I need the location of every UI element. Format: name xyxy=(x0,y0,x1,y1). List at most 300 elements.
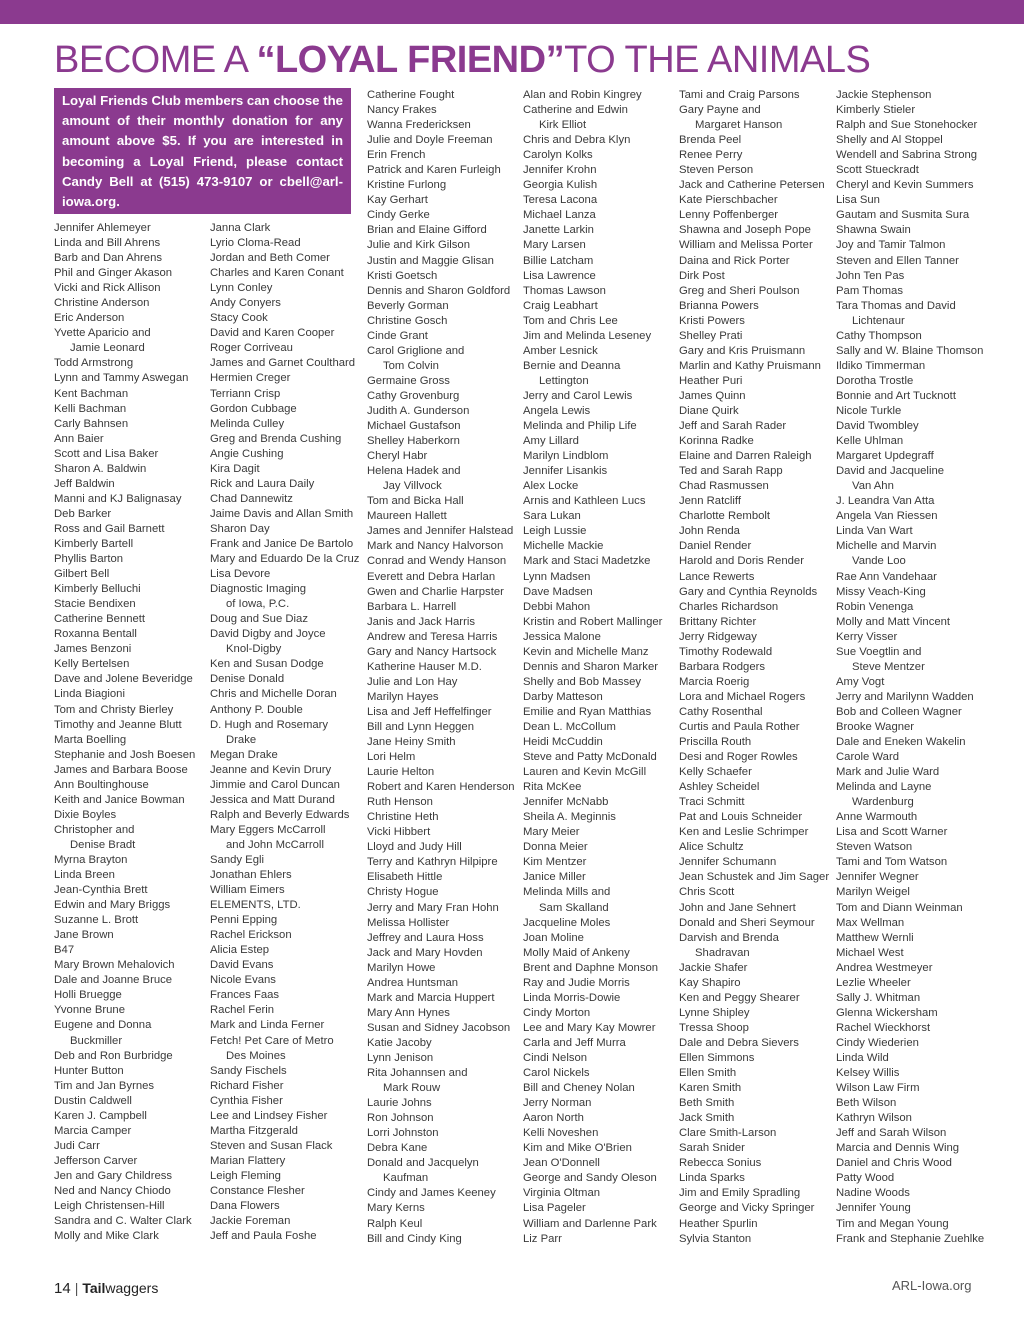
donor-name: Jeff Baldwin xyxy=(54,477,115,490)
donor-name: Carolyn Kolks xyxy=(523,149,593,162)
donor-name: Lora and Michael Rogers xyxy=(679,690,806,703)
donor-name: Thomas Lawson xyxy=(523,284,606,297)
donor-name: Elisabeth Hittle xyxy=(367,871,443,884)
donor-name: Amber Lesnick xyxy=(523,344,598,357)
donor-name: Max Wellman xyxy=(836,916,905,929)
donor-name: Debbi Mahon xyxy=(523,600,591,613)
donor-name: Cheryl and Kevin Summers xyxy=(836,179,974,192)
donor-name: Amy Lillard xyxy=(523,435,579,448)
donor-name: Alex Locke xyxy=(523,480,579,493)
donor-name: Edwin and Mary Briggs xyxy=(54,899,171,912)
donor-name: Sally and W. Blaine Thomson xyxy=(836,344,984,357)
headline-pre: BECOME A xyxy=(54,39,257,81)
donor-name: Priscilla Routh xyxy=(679,736,752,749)
donor-name: Knol-Digby xyxy=(226,643,282,656)
donor-name: Brian and Elaine Gifford xyxy=(367,224,487,237)
donor-name: Lisa and Scott Warner xyxy=(836,826,948,839)
donor-name: John and Jane Sehnert xyxy=(679,901,796,914)
donor-name: Jay Villvock xyxy=(383,480,442,493)
donor-name: Wanna Fredericksen xyxy=(367,119,471,132)
donor-name: Marilyn Hayes xyxy=(367,690,439,703)
donor-name: Constance Flesher xyxy=(210,1185,305,1197)
donor-name: Jerry and Mary Fran Hohn xyxy=(367,901,499,914)
donor-name: Donald and Sheri Seymour xyxy=(679,916,815,929)
donor-name: Penni Epping xyxy=(210,914,278,927)
donor-name: Manni and KJ Balignasay xyxy=(54,492,182,505)
donor-name: Cathy Thompson xyxy=(836,329,922,342)
donor-name: Shelley Prati xyxy=(679,329,743,342)
donor-name: Alicia Estep xyxy=(210,944,270,957)
magazine-name-rest: waggers xyxy=(105,1280,159,1296)
donor-name: Roxanna Bentall xyxy=(54,628,137,641)
donor-name: William and Melissa Porter xyxy=(679,239,813,252)
donor-name: Jean O'Donnell xyxy=(523,1157,600,1170)
donor-name: Charles and Karen Conant xyxy=(210,267,344,280)
donor-name: Karen J. Campbell xyxy=(54,1109,147,1122)
donor-name: Susan and Sidney Jacobson xyxy=(367,1021,511,1034)
donor-name: Anne Warmouth xyxy=(836,811,918,824)
donor-name: Christine Heth xyxy=(367,811,439,824)
donor-name: Marilyn Howe xyxy=(367,961,436,974)
donor-name: ELEMENTS, LTD. xyxy=(210,899,301,912)
donor-name: Kimberly Bartell xyxy=(54,537,134,550)
donor-name: Sally J. Whitman xyxy=(836,991,921,1004)
donor-name: Christopher and xyxy=(54,823,135,836)
donor-name: Rae Ann Vandehaar xyxy=(836,570,937,583)
donor-name: Karen Smith xyxy=(679,1082,742,1095)
donor-name: William and Darlenne Park xyxy=(523,1217,657,1230)
donor-name: James Benzoni xyxy=(54,643,132,656)
donor-name: James and Garnet Coulthard xyxy=(210,357,356,370)
donor-name: Sam Skalland xyxy=(539,901,609,914)
donor-name: Mary Brown Mehalovich xyxy=(54,959,175,972)
donor-name: Lisa Pageler xyxy=(523,1202,586,1215)
donor-name: Cindi Nelson xyxy=(523,1052,588,1064)
donor-name: Janette Larkin xyxy=(523,224,594,237)
donor-name: Melissa Hollister xyxy=(367,916,450,929)
donor-name: Jim and Melinda Leseney xyxy=(523,329,652,342)
donor-name: Cathy Rosenthal xyxy=(679,705,763,718)
donor-name: Ken and Peggy Shearer xyxy=(679,991,800,1004)
donor-name: Laurie Helton xyxy=(367,766,435,779)
donor-name: Mark and Staci Madetzke xyxy=(523,555,651,568)
donor-name: Catherine Bennett xyxy=(54,613,146,626)
donor-name: Carla and Jeff Murra xyxy=(523,1036,626,1049)
donor-name: Frank and Janice De Bartolo xyxy=(210,537,354,550)
donor-name: Gilbert Bell xyxy=(54,568,110,581)
donor-name: Jane Heiny Smith xyxy=(367,736,456,749)
donor-name: Molly and Mike Clark xyxy=(54,1230,159,1243)
donor-name: Shawna Swain xyxy=(836,224,911,237)
donor-name: Bill and Lynn Heggen xyxy=(367,720,474,733)
donor-name: Shelly and Bob Massey xyxy=(523,675,642,688)
donor-name: Jack Smith xyxy=(679,1112,735,1125)
donor-name: Arnis and Kathleen Lucs xyxy=(523,495,646,508)
magazine-name-bold: Tail xyxy=(82,1280,106,1296)
donor-name: Ellen Smith xyxy=(679,1067,737,1080)
donor-name: Gautam and Susmita Sura xyxy=(836,209,970,222)
donor-name: Michael Gustafson xyxy=(367,420,461,433)
donor-name: Roger Corriveau xyxy=(210,342,293,355)
donor-name: Nicole Evans xyxy=(210,974,276,987)
donor-name: Frances Faas xyxy=(210,989,280,1002)
donor-name: B47 xyxy=(54,944,75,957)
donor-name: Tim and Megan Young xyxy=(836,1217,949,1230)
donor-name: Lorri Johnston xyxy=(367,1127,439,1140)
donor-name: Martha Fitzgerald xyxy=(210,1124,298,1137)
donor-name: and John McCarroll xyxy=(226,838,324,851)
donor-name: Dale and Eneken Wakelin xyxy=(836,736,966,749)
donor-name: Jackie Shafer xyxy=(679,961,748,974)
donor-name: Angie Cushing xyxy=(210,447,284,460)
donor-name: Judith A. Gunderson xyxy=(367,404,470,417)
donor-name: Leigh Lussie xyxy=(523,525,587,538)
donor-name: Maureen Hallett xyxy=(367,510,447,523)
donor-name: Rick and Laura Daily xyxy=(210,477,315,490)
donor-name: Jim and Emily Spradling xyxy=(679,1187,801,1200)
donor-name: Linda Biagioni xyxy=(54,688,125,701)
donor-name: Linda Breen xyxy=(54,869,115,882)
donor-name: Phyllis Barton xyxy=(54,553,124,566)
donor-name: Alan and Robin Kingrey xyxy=(523,89,642,101)
donor-name: Korinna Radke xyxy=(679,435,754,448)
donor-name: Chad Rasmussen xyxy=(679,480,769,493)
donor-name: Jennifer McNabb xyxy=(523,796,609,809)
donor-name: Bob and Colleen Wagner xyxy=(836,705,962,718)
donor-name: Shelly and Al Stoppel xyxy=(836,134,943,147)
donor-name: Lauren and Kevin McGill xyxy=(523,766,647,779)
donor-name: Kira Dagit xyxy=(210,462,260,475)
donor-name: Billie Latcham xyxy=(523,254,594,267)
donor-name: Glenna Wickersham xyxy=(836,1006,938,1019)
donor-name: Bill and Cheney Nolan xyxy=(523,1082,635,1095)
donor-name: Renee Perry xyxy=(679,149,743,162)
donor-name: Eric Anderson xyxy=(54,312,125,325)
donor-name: Jean-Cynthia Brett xyxy=(54,884,148,897)
page-number: 14 xyxy=(54,1280,71,1297)
donor-name: Michelle and Marvin xyxy=(836,540,937,553)
donor-name: Jeffrey and Laura Hoss xyxy=(367,931,484,944)
donor-name: Frank and Stephanie Zuehlke xyxy=(836,1232,985,1245)
donor-name: Steven and Susan Flack xyxy=(210,1139,333,1152)
donor-name: Gary Payne and xyxy=(679,104,761,117)
donor-name: Vande Loo xyxy=(852,555,906,568)
donor-name: David Twombley xyxy=(836,420,919,433)
donor-name: Christine Gosch xyxy=(367,314,448,327)
donor-name: Kevin and Michelle Manz xyxy=(523,645,649,658)
donor-name: Kristin and Robert Mallinger xyxy=(523,615,663,628)
donor-name: Jennifer Lisankis xyxy=(523,465,608,478)
donor-name: Brent and Daphne Monson xyxy=(523,961,659,974)
donor-name: Kelly Schaefer xyxy=(679,766,752,779)
donor-name: Ellen Simmons xyxy=(679,1052,755,1064)
donor-name: Carly Bahnsen xyxy=(54,417,129,430)
donor-name: Myrna Brayton xyxy=(54,853,128,866)
donor-name: James and Jennifer Halstead xyxy=(367,525,514,538)
donor-name: William Eimers xyxy=(210,884,285,897)
donor-name: Jaime Davis and Allan Smith xyxy=(210,507,354,520)
donor-name: Vicki and Rick Allison xyxy=(54,282,161,295)
donor-name: Wardenburg xyxy=(852,796,914,809)
donor-name: J. Leandra Van Atta xyxy=(836,495,935,508)
donor-name: Megan Drake xyxy=(210,748,278,761)
donor-name: of Iowa, P.C. xyxy=(226,598,290,611)
donor-name: Cheryl Habr xyxy=(367,450,428,463)
donor-name: Denise Bradt xyxy=(70,838,136,851)
donor-name: Lichtenaur xyxy=(852,314,905,327)
donor-name: Lenny Poffenberger xyxy=(679,209,779,222)
donor-name: Patty Wood xyxy=(836,1172,895,1185)
donor-name: Leigh Fleming xyxy=(210,1169,281,1182)
donor-name: Dennis and Sharon Goldford xyxy=(367,284,511,297)
donor-name: Cindy and James Keeney xyxy=(367,1187,496,1200)
donor-name: Tom and Chris Lee xyxy=(523,314,618,327)
donor-name: Kate Pierschbacher xyxy=(679,194,778,207)
donor-name: Ashley Scheidel xyxy=(679,781,760,794)
donor-name: Cindy Morton xyxy=(523,1006,591,1019)
donor-name: Dirk Post xyxy=(679,269,725,282)
donor-name: Jerry and Marilynn Wadden xyxy=(836,690,974,703)
donor-name: Lisa Devore xyxy=(210,568,271,581)
donor-name: Marilyn Weigel xyxy=(836,886,910,899)
donor-name: Ted and Sarah Rapp xyxy=(679,465,783,478)
donor-name: Deb Barker xyxy=(54,507,112,520)
donor-name: Lori Helm xyxy=(367,751,416,764)
donor-name: Donna Meier xyxy=(523,841,588,854)
donor-name: Scott Stueckradt xyxy=(836,164,919,177)
donor-name: Jerry Ridgeway xyxy=(679,630,757,643)
donor-name: Kay Gerhart xyxy=(367,194,428,207)
donor-name: Sarah Snider xyxy=(679,1142,745,1155)
donor-name: Timothy Rodewald xyxy=(679,645,773,658)
donor-name: Jane Brown xyxy=(54,929,114,942)
donor-name: Kristine Furlong xyxy=(367,179,447,192)
donor-name: John Renda xyxy=(679,525,740,538)
donor-column xyxy=(679,88,829,1247)
donor-name: Mary and Eduardo De la Cruz xyxy=(210,553,360,566)
donor-name: Brianna Powers xyxy=(679,299,759,312)
donor-name: Germaine Gross xyxy=(367,374,450,387)
donor-name: Christine Anderson xyxy=(54,297,150,310)
donor-name: Jeff and Sarah Rader xyxy=(679,420,787,433)
donor-name: Yvonne Brune xyxy=(54,1004,125,1017)
donor-name: Patrick and Karen Furleigh xyxy=(367,164,501,177)
donor-name: Teresa Lacona xyxy=(523,194,598,207)
donor-name: Jack and Catherine Petersen xyxy=(679,179,825,192)
donor-name: Alice Schultz xyxy=(679,841,744,854)
donor-name: Lance Rewerts xyxy=(679,570,755,583)
donor-name: Mary Eggers McCarroll xyxy=(210,823,326,836)
donor-name: Robert and Karen Henderson xyxy=(367,781,515,794)
donor-name: Kathryn Wilson xyxy=(836,1112,912,1125)
donor-name: Timothy and Jeanne Blutt xyxy=(54,718,182,731)
donor-name: Kaufman xyxy=(383,1172,429,1185)
donor-name: Chris and Michelle Doran xyxy=(210,688,337,701)
donor-name: Heidi McCuddin xyxy=(523,736,603,749)
donor-name: Jefferson Carver xyxy=(54,1154,138,1167)
donor-name: Lisa Lawrence xyxy=(523,269,596,282)
donor-name: Angela Lewis xyxy=(523,404,591,417)
donor-name: Ralph and Sue Stonehocker xyxy=(836,119,978,132)
donor-name: Michelle Mackie xyxy=(523,540,604,553)
donor-name: Carol Nickels xyxy=(523,1067,590,1080)
donor-name: Melinda and Philip Life xyxy=(523,420,637,433)
donor-name: Heather Puri xyxy=(679,374,743,387)
donor-name: Kim Mentzer xyxy=(523,856,587,869)
donor-name: Lisa and Jeff Heffelfinger xyxy=(367,705,492,718)
donor-name: Janna Clark xyxy=(210,222,271,234)
donor-name: Craig Leabhart xyxy=(523,299,598,312)
donor-name: Kim and Mike O'Brien xyxy=(523,1142,632,1155)
donor-name: Darvish and Brenda xyxy=(679,931,779,944)
donor-name: Lynne Shipley xyxy=(679,1006,750,1019)
donor-name: Sandy Egli xyxy=(210,853,265,866)
donor-name: Ken and Leslie Schrimper xyxy=(679,826,809,839)
donor-name: Janice Miller xyxy=(523,871,586,884)
donor-name: Lloyd and Judy Hill xyxy=(367,841,462,854)
donor-name: Steven Person xyxy=(679,164,754,177)
donor-name: Ken and Susan Dodge xyxy=(210,658,324,671)
donor-name: Tom and Bicka Hall xyxy=(367,495,464,508)
donor-name: Jennifer Wegner xyxy=(836,871,919,884)
donor-name: Cinde Grant xyxy=(367,329,428,342)
donor-name: Lynn Madsen xyxy=(523,570,591,583)
donor-name: Ildiko Timmerman xyxy=(836,359,926,372)
donor-name: Margaret Hanson xyxy=(695,119,783,132)
donor-name: Melinda Mills and xyxy=(523,886,611,899)
donor-name: Dean L. McCollum xyxy=(523,720,616,733)
donor-name: Kelly Bertelsen xyxy=(54,658,130,671)
donor-name: Julie and Kirk Gilson xyxy=(367,239,470,252)
donor-name: Kirk Elliot xyxy=(539,119,587,132)
donor-name: Dustin Caldwell xyxy=(54,1094,132,1107)
donor-name: Jean Schustek and Jim Sager xyxy=(679,871,830,884)
donor-name: Jimmie and Carol Duncan xyxy=(210,778,340,791)
donor-name: Terry and Kathryn Hilpipre xyxy=(367,856,498,869)
donor-name: Barbara Rodgers xyxy=(679,660,766,673)
donor-name: Greg and Sheri Poulson xyxy=(679,284,800,297)
donor-name: Chad Dannewitz xyxy=(210,492,293,505)
donor-name: Linda Morris-Dowie xyxy=(523,991,621,1004)
donor-name: Eugene and Donna xyxy=(54,1019,152,1032)
donor-name: Gary and Nancy Hartsock xyxy=(367,645,497,658)
donor-name: Jackie Foreman xyxy=(210,1215,291,1228)
donor-name: Kelli Noveshen xyxy=(523,1127,599,1140)
donor-name: Elaine and Darren Raleigh xyxy=(679,450,812,463)
donor-name: Ralph and Beverly Edwards xyxy=(210,808,350,821)
footer-separator: | xyxy=(74,1280,79,1296)
donor-name: Keith and Janice Bowman xyxy=(54,793,185,806)
donor-name: Joy and Tamir Talmon xyxy=(836,239,946,252)
donor-name: Kimberly Belluchi xyxy=(54,583,141,596)
donor-name: Todd Armstrong xyxy=(54,357,134,370)
donor-name: Buckmiller xyxy=(70,1034,123,1047)
donor-name: Marcia Camper xyxy=(54,1124,132,1137)
donor-name: Tami and Tom Watson xyxy=(836,856,948,869)
donor-name: Dennis and Sharon Marker xyxy=(523,660,659,673)
donor-name: Gary and Kris Pruismann xyxy=(679,344,806,357)
donor-name: Steven and Ellen Tanner xyxy=(836,254,959,267)
donor-name: Rebecca Sonius xyxy=(679,1157,762,1170)
donor-name: Greg and Brenda Cushing xyxy=(210,432,342,445)
donor-name: Suzanne L. Brott xyxy=(54,914,139,927)
donor-name: Jerry and Carol Lewis xyxy=(523,389,633,402)
donor-name: Georgia Kulish xyxy=(523,179,598,192)
donor-name: Jacqueline Moles xyxy=(523,916,611,929)
donor-name: Terriann Crisp xyxy=(210,387,281,400)
donor-name: Deb and Ron Burbridge xyxy=(54,1049,173,1062)
donor-name: Tom Colvin xyxy=(383,359,439,372)
donor-name: Gwen and Charlie Harpster xyxy=(367,585,504,598)
donor-name: Mary Meier xyxy=(523,826,580,839)
donor-name: Richard Fisher xyxy=(210,1079,284,1092)
donor-name: Jennifer Krohn xyxy=(523,164,597,177)
donor-name: Charles Richardson xyxy=(679,600,779,613)
donor-name: Sylvia Stanton xyxy=(679,1232,752,1245)
top-accent-bar xyxy=(0,0,1024,24)
donor-name: Ralph Keul xyxy=(367,1217,423,1230)
donor-name: Ruth Henson xyxy=(367,796,433,809)
donor-name: Lyrio Cloma-Read xyxy=(210,237,301,250)
donor-name: Heather Spurlin xyxy=(679,1217,758,1230)
donor-name: Chris Scott xyxy=(679,886,735,899)
footer-website: ARL-Iowa.org xyxy=(892,1278,972,1293)
donor-name: Rachel Ferin xyxy=(210,1004,275,1017)
donor-name: Cindy Gerke xyxy=(367,209,430,222)
donor-name: Doug and Sue Diaz xyxy=(210,613,308,626)
donor-name: Linda Sparks xyxy=(679,1172,745,1185)
donor-name: Charlotte Rembolt xyxy=(679,510,771,523)
donor-name: Ann Boultinghouse xyxy=(54,778,149,791)
donor-name: Jeff and Sarah Wilson xyxy=(836,1127,947,1140)
donor-name: Mark and Linda Ferner xyxy=(210,1019,325,1032)
donor-name: Virginia Oltman xyxy=(523,1187,601,1200)
donor-name: Gordon Cubbage xyxy=(210,402,297,415)
donor-name: Janis and Jack Harris xyxy=(367,615,475,628)
donor-name: Jamie Leonard xyxy=(70,342,145,355)
donor-name: Kelli Bachman xyxy=(54,402,127,415)
donor-name: Mark and Marcia Huppert xyxy=(367,991,495,1004)
donor-name: Katie Jacoby xyxy=(367,1036,432,1049)
donor-name: Melinda and Layne xyxy=(836,781,932,794)
donor-name: Tressa Shoop xyxy=(679,1021,749,1034)
donor-name: Ned and Nancy Chiodo xyxy=(54,1185,171,1197)
donor-name: Matthew Wernli xyxy=(836,931,914,944)
donor-name: Debra Kane xyxy=(367,1142,428,1155)
donor-name: Missy Veach-King xyxy=(836,585,926,598)
donor-name: Rachel Erickson xyxy=(210,929,292,942)
donor-name: Carol Griglione and xyxy=(367,344,465,357)
donor-name: Pam Thomas xyxy=(836,284,903,297)
donor-name: Erin French xyxy=(367,149,426,162)
donor-name: Justin and Maggie Glisan xyxy=(367,254,494,267)
donor-name: Jordan and Beth Comer xyxy=(210,252,330,265)
donor-name: Everett and Debra Harlan xyxy=(367,570,496,583)
donor-name: Molly Maid of Ankeny xyxy=(523,946,630,959)
donor-name: Mary Ann Hynes xyxy=(367,1006,450,1019)
donor-name: Sandy Fischels xyxy=(210,1064,287,1077)
donor-name: Diagnostic Imaging xyxy=(210,583,307,596)
donor-name: Beth Wilson xyxy=(836,1097,897,1110)
donor-name: Sharon A. Baldwin xyxy=(54,462,147,475)
donor-name: Laurie Johns xyxy=(367,1097,432,1110)
donor-name: Wendell and Sabrina Strong xyxy=(836,149,978,162)
donor-name: Barbara L. Harrell xyxy=(367,600,457,613)
donor-name: Andy Conyers xyxy=(210,297,281,310)
donor-name: Dana Flowers xyxy=(210,1200,280,1213)
donor-name: David Digby and Joyce xyxy=(210,628,326,641)
donor-name: Margaret Updegraff xyxy=(836,450,934,463)
